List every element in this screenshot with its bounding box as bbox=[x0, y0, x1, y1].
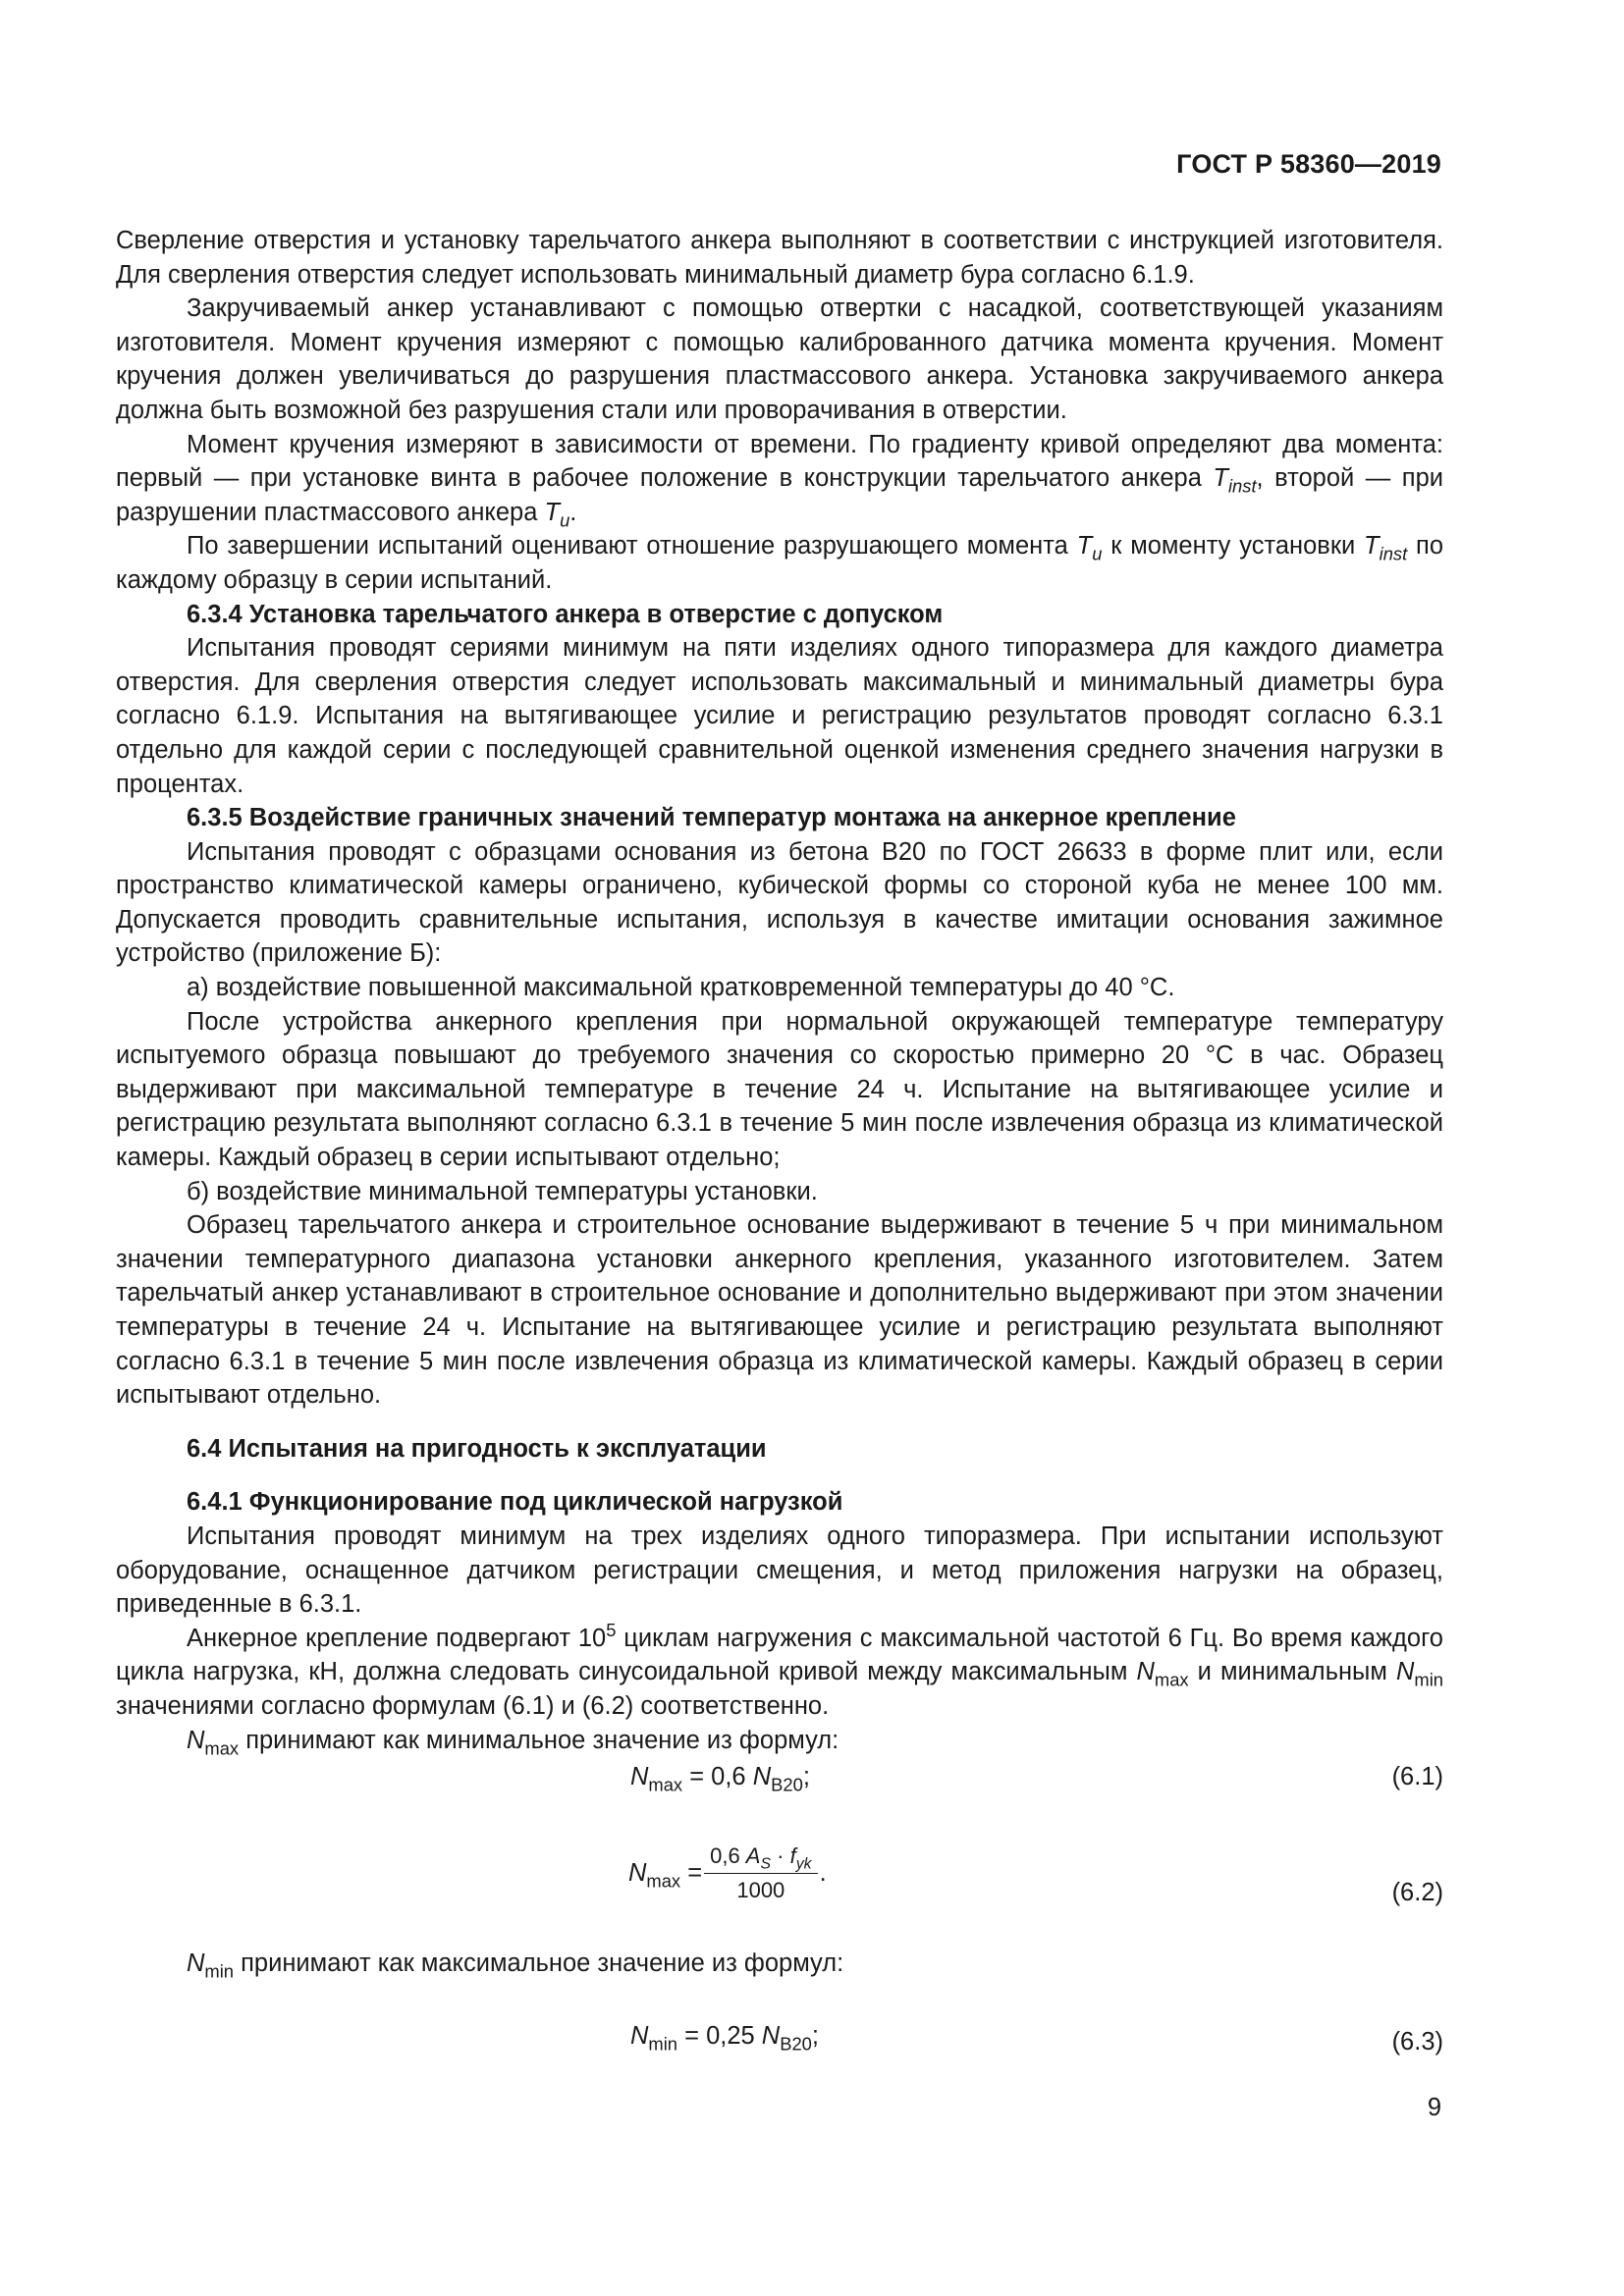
paragraph: Испытания проводят минимум на трех изделиях одного типоразмера. При испытании используют оборудование, оснащенное датчиком регистрации смещения, и метод приложения нагрузки на образец, приведенные в 6.3.1. bbox=[116, 1522, 1443, 1619]
section-heading-6-4-1: 6.4.1 Функционирование под циклической нагрузкой bbox=[187, 1488, 843, 1517]
paragraph: По завершении испытаний оценивают отношение разрушающего момента $T_u$ к моменту установки $T_{inst}$ по каждому образцу в серии испытаний. bbox=[116, 532, 1444, 594]
list-item: б) воздействие минимальной температуры установки. bbox=[187, 1177, 818, 1205]
document-header: ГОСТ Р 58360—2019 bbox=[1176, 149, 1441, 179]
formula-number: (6.2) bbox=[1391, 1879, 1443, 1906]
formula-fraction bbox=[704, 1843, 817, 1903]
paragraph: После устройства анкерного крепления при нормальной окружающей температуре температуру испытуемого образца повышают до требуемого значения со скоростью примерно 20 °C в час. Образец выдерживают при максимальной температуре в течение 24 ч. Испытание на вытягивающее усилие и регистрацию результата выполняют согласно 6.3.1 в течение 5 мин после извлечения образца из климатической камеры. Каждый образец в серии испытывают отдельно; bbox=[116, 1007, 1443, 1172]
fraction-denominator: 1000 bbox=[736, 1878, 785, 1902]
paragraph: Испытания проводят с образцами основания из бетона В20 по ГОСТ 26633 в форме плит или, если пространство климатической камеры ограничено, кубической формы со стороной куба не менее 100 мм. Допускается проводить сравнительные испытания, используя в качестве имитации основания зажимное устройство (приложение Б): bbox=[116, 837, 1443, 968]
fraction-numerator: 0,6 $A_S \cdot f_{yk}$ bbox=[704, 1843, 817, 1874]
formula-expression: $N_{max} = 0,6$ $N_{B20}$; bbox=[630, 1763, 810, 1795]
document-body bbox=[116, 224, 1443, 1757]
paragraph: Анкерное крепление подвергают $10^5$ циклам нагружения с максимальной частотой 6 Гц. Во время каждого цикла нагрузка, кН, должна следовать синусоидальной кривой между максимальным $N_{max}$ и минимальным $N_{min}$ значениями согласно формулам (6.1) и (6.2) соответственно. bbox=[116, 1619, 1444, 1720]
document-page: ГОСТ Р 58360—2019 Сверление отверстия и установку тарельчатого анкера выполняют в соответствии с инструкцией изготовителя. Для сверления отверстия следует использовать минимальный диаметр бура согласно 6.1.9. Закручиваемый анкер устанавливают с помощью отвертки с насадкой, соответствующей указаниям изготовителя. Момент кручения измеряют с помощью калиброванного датчика момента кручения. Момент кручения должен увеличиваться до разрушения пластмассового анкера. Установка закручиваемого анкера должна быть возможной без разрушения стали или проворачивания в отверстии. Момент кручения измеряют в зависимости от времени. По градиенту кривой определяют два момента: первый — при установке винта в рабочее положение в конструкции тарельчатого анкера $T_{inst}$, второй — при разрушении пластмассового анкера $T_u$. По завершении испытаний оценивают отношение разрушающего момента $T_u$ к моменту установки $T_{inst}$ по каждому образцу в серии испытаний. 6.3.4 Установка тарельчатого анкера в отверстие с допуском Испытания проводят сериями минимум на пяти изделиях одного типоразмера для каждого диаметра отверстия. Для сверления отверстия следует использовать максимальный и минимальный диаметры бура согласно 6.1.9. Испытания на вытягивающее усилие и регистрацию результатов проводят согласно 6.3.1 отдельно для каждой серии с последующей сравнительной оценкой изменения среднего значения нагрузки в процентах. 6.3.5 Воздействие граничных значений температур монтажа на анкерное крепление Испытания проводят с образцами основания из бетона В20 по ГОСТ 26633 в форме плит или, если пространство климатической камеры ограничено, кубической формы со стороной куба не менее 100 мм. Допускается проводить сравнительные испытания, используя в качестве имитации основания зажимное устройство (приложение Б): а) воздействие повышенной максимальной кратковременной температуры до 40 °C. После устройства анкерного крепления при нормальной окружающей температуре температуру испытуемого образца повышают до требуемого значения со скоростью примерно 20 °C в час. Образец выдерживают при максимальной температуре в течение 24 ч. Испытание на вытягивающее усилие и регистрацию результата выполняют согласно 6.3.1 в течение 5 мин после извлечения образца из климатической камеры. Каждый образец в серии испытывают отдельно; б) воздействие минимальной температуры установки. Образец тарельчатого анкера и строительное основание выдерживают в течение 5 ч при минимальном значении температурного диапазона установки анкерного крепления, указанного изготовителем. Затем тарельчатый анкер устанавливают в строительное основание и дополнительно выдерживают при этом значении температуры в течение 24 ч. Испытание на вытягивающее усилие и регистрацию результата выполняют согласно 6.3.1 в течение 5 мин после извлечения образца из климатической камеры. Каждый образец в серии испытывают отдельно. 6.4 Испытания на пригодность к эксплуатации 6.4.1 Функционирование под циклической нагрузкой Испытания проводят минимум на трех изделиях одного типоразмера. При испытании используют оборудование, оснащенное датчиком регистрации смещения, и метод приложения нагрузки на образец, приведенные в 6.3.1. Анкерное крепление подвергают $10^5$ циклам нагружения с максимальной частотой 6 Гц. Во время каждого цикла нагрузка, кН, должна следовать синусоидальной кривой между максимальным $N_{max}$ и минимальным $N_{min}$ значениями согласно формулам (6.1) и (6.2) соответственно. $N_{max}$ принимают как минимальное значение из формул: $N_{max} = 0,6$ $N_{B20}$; (6.1) $N_{max}$ = $\frac{0,6 A_S \cdot f_{yk}}{1000}$ . (6.2) $N_{min}$ принимают как максимальное значение из формул: $N_{min} = 0,25$ $N_{B20}$; (6.3) 9 bbox=[116, 149, 1444, 2121]
paragraph: Закручиваемый анкер устанавливают с помощью отвертки с насадкой, соответствующей указаниям изготовителя. Момент кручения измеряют с помощью калиброванного датчика момента кручения. Момент кручения должен увеличиваться до разрушения пластмассового анкера. Установка закручиваемого анкера должна быть возможной без разрушения стали или проворачивания в отверстии. bbox=[116, 294, 1443, 424]
paragraph: Сверление отверстия и установку тарельчатого анкера выполняют в соответствии с инструкцией изготовителя. Для сверления отверстия следует использовать минимальный диаметр бура согласно 6.1.9. bbox=[116, 227, 1443, 289]
formula-expression: $N_{max}$ = $\frac{0,6 A_S \cdot f_{yk}}{1000}$ . bbox=[628, 1843, 827, 1902]
formula-number: (6.1) bbox=[1391, 1763, 1443, 1790]
section-heading-6-4: 6.4 Испытания на пригодность к эксплуатации bbox=[187, 1434, 767, 1463]
formula-expression: $N_{min} = 0,25$ $N_{B20}$; bbox=[630, 2022, 819, 2055]
paragraph: Испытания проводят сериями минимум на пяти изделиях одного типоразмера для каждого диаметра отверстия. Для сверления отверстия следует использовать максимальный и минимальный диаметры бура согласно 6.1.9. Испытания на вытягивающее усилие и регистрацию результатов проводят согласно 6.3.1 отдельно для каждой серии с последующей сравнительной оценкой изменения среднего значения нагрузки в процентах. bbox=[116, 634, 1443, 798]
paragraph: $N_{max}$ принимают как минимальное значение из формул: bbox=[187, 1726, 839, 1758]
formula-number: (6.3) bbox=[1391, 2028, 1443, 2056]
paragraph: Образец тарельчатого анкера и строительное основание выдерживают в течение 5 ч при минимальном значении температурного диапазона установки анкерного крепления, указанного изготовителем. Затем тарельчатый анкер устанавливают в строительное основание и дополнительно выдерживают при этом значении температуры в течение 24 ч. Испытание на вытягивающее усилие и регистрацию результата выполняют согласно 6.3.1 в течение 5 мин после извлечения образца из климатической камеры. Каждый образец в серии испытывают отдельно. bbox=[116, 1211, 1443, 1410]
list-item: а) воздействие повышенной максимальной кратковременной температуры до 40 °C. bbox=[187, 974, 1175, 1002]
paragraph: Момент кручения измеряют в зависимости от времени. По градиенту кривой определяют два момента: первый — при установке винта в рабочее положение в конструкции тарельчатого анкера $T_{inst}$, второй — при разрушении пластмассового анкера $T_u$. bbox=[116, 430, 1444, 531]
section-heading-6-3-4: 6.3.4 Установка тарельчатого анкера в отверстие с допуском bbox=[187, 600, 944, 628]
section-heading-6-3-5: 6.3.5 Воздействие граничных значений температур монтажа на анкерное крепление bbox=[187, 804, 1236, 832]
page-number: 9 bbox=[1427, 2094, 1441, 2121]
